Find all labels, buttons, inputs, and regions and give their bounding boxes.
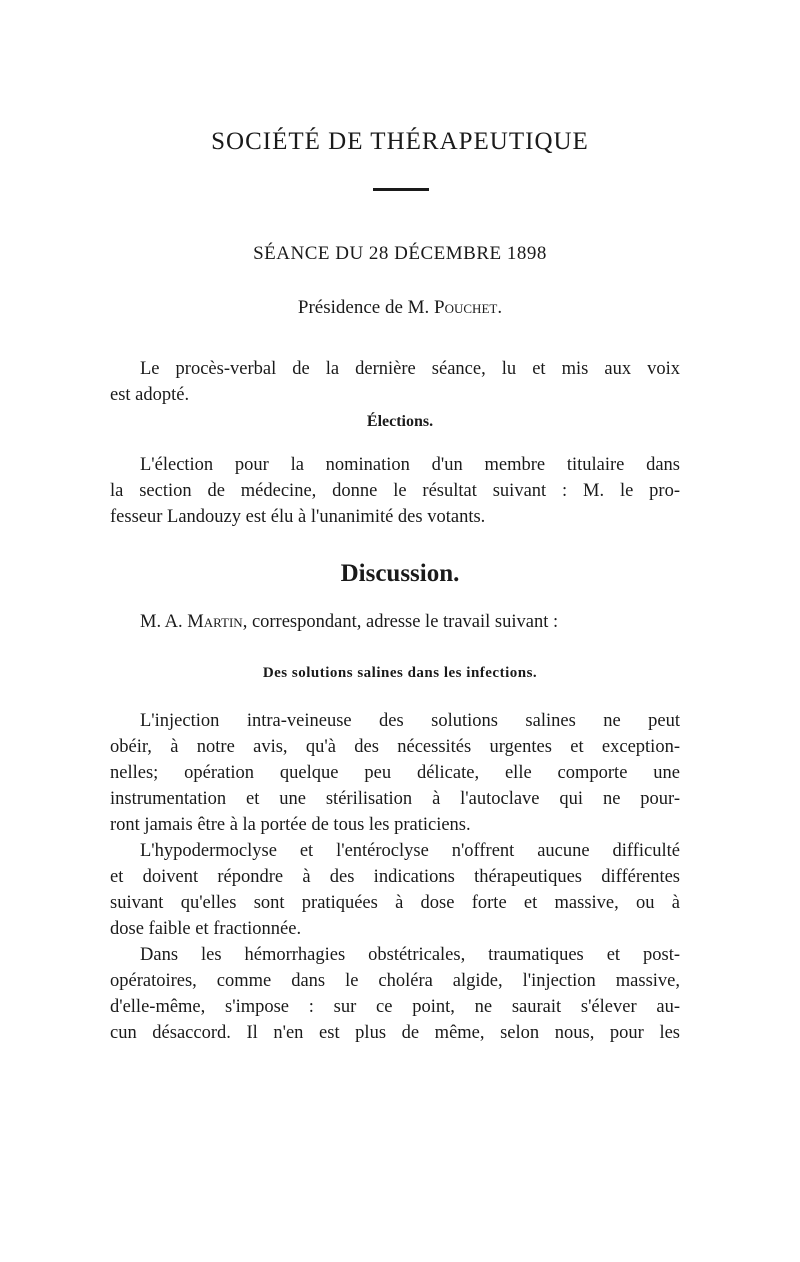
correspondent-name: Martin bbox=[187, 612, 243, 632]
presidency-prefix: Présidence de M. bbox=[297, 297, 435, 318]
intro-suffix: , correspondant, adresse le travail suivant : bbox=[242, 612, 559, 632]
body-line: nelles; opération quelque peu délicate, elle comporte une bbox=[110, 763, 680, 783]
body-line: Dans les hémorrhagies obstétricales, traumatiques et post- bbox=[140, 945, 680, 965]
minutes-line: est adopté. bbox=[110, 385, 190, 405]
body-line: opératoires, comme dans le choléra algide, l'injection massive, bbox=[110, 971, 680, 991]
body-line: L'hypodermoclyse et l'entéroclyse n'offrent aucune difficulté bbox=[140, 841, 680, 861]
body-line: cun désaccord. Il n'en est plus de même, selon nous, pour les bbox=[110, 1023, 680, 1043]
discussion-heading: Discussion. bbox=[340, 560, 460, 587]
title-divider bbox=[373, 188, 429, 191]
body-line: d'elle-même, s'impose : sur ce point, ne saurait s'élever au- bbox=[110, 997, 680, 1017]
elections-line: fesseur Landouzy est élu à l'unanimité des votants. bbox=[110, 507, 486, 527]
discussion-intro bbox=[110, 609, 680, 635]
article-title: Des solutions salines dans les infections. bbox=[262, 665, 538, 681]
discussion-intro-line bbox=[110, 609, 680, 635]
body-line: et doivent répondre à des indications thérapeutiques différentes bbox=[110, 867, 680, 887]
body-line: instrumentation et une stérilisation à l'autoclave qui ne pour- bbox=[110, 789, 680, 809]
elections-heading: Élections. bbox=[366, 413, 434, 430]
presidency-suffix: . bbox=[497, 297, 503, 318]
body-line: ront jamais être à la portée de tous les praticiens. bbox=[110, 815, 471, 835]
president-name: Pouchet bbox=[434, 297, 498, 318]
body-line: obéir, à notre avis, qu'à des nécessités urgentes et exception- bbox=[110, 737, 680, 757]
elections-line: la section de médecine, donne le résultat suivant : M. le pro- bbox=[110, 481, 680, 501]
article-body bbox=[110, 708, 680, 1046]
elections-paragraph bbox=[110, 452, 680, 530]
minutes-line: Le procès-verbal de la dernière séance, lu et mis aux voix bbox=[140, 359, 680, 379]
body-line: dose faible et fractionnée. bbox=[110, 919, 302, 939]
body-line: L'injection intra-veineuse des solutions salines ne peut bbox=[140, 711, 680, 731]
presidency-line bbox=[0, 297, 800, 319]
minutes-paragraph bbox=[110, 356, 680, 408]
body-line: suivant qu'elles sont pratiquées à dose forte et massive, ou à bbox=[110, 893, 680, 913]
society-title: SOCIÉTÉ DE THÉRAPEUTIQUE bbox=[211, 128, 589, 155]
elections-line: L'élection pour la nomination d'un membre titulaire dans bbox=[140, 455, 680, 475]
session-date: SÉANCE DU 28 DÉCEMBRE 1898 bbox=[253, 243, 547, 264]
intro-prefix: M. A. bbox=[140, 612, 188, 632]
